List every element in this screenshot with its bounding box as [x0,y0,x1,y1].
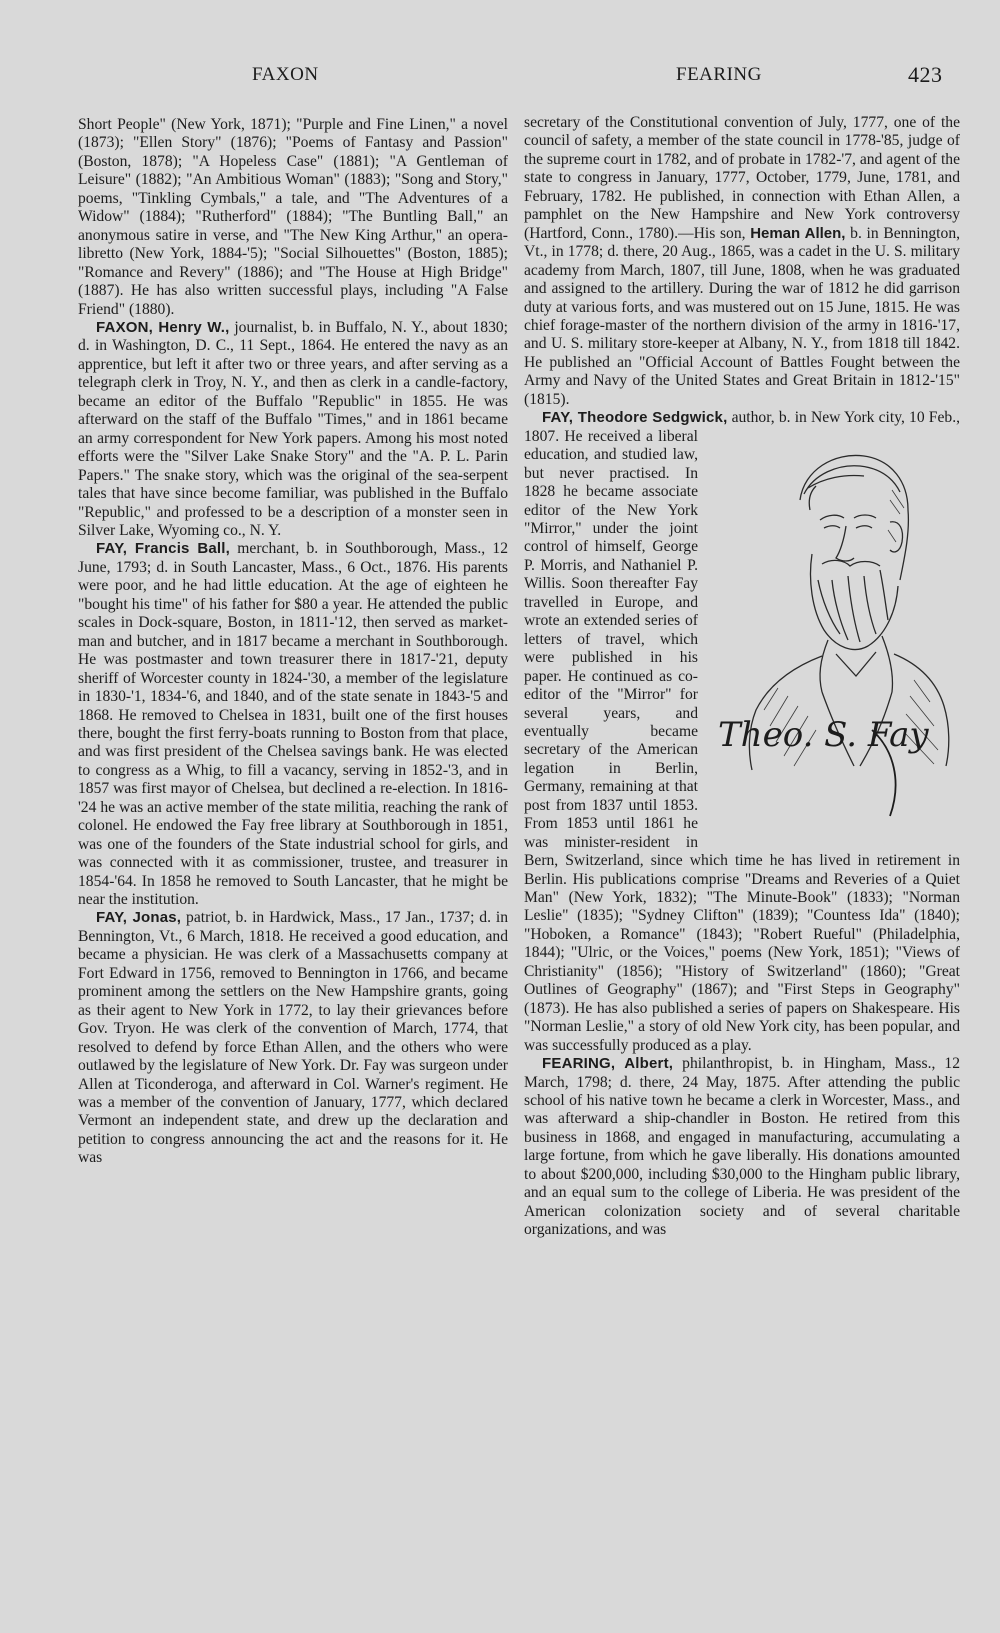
paragraph-continued: Short People" (New York, 1871); "Purple and Fine Linen," a novel (1873); "Ellen Story" (1876); "Poems of Fantasy and Passion" (Boston, 1878); "A Hopeless Case" (1881); "A Gentleman of Leisure" (1882); "An Ambitious Woman" (1883); "Song and Story," poems, "Tinkling Cymbals," a tale, and "The Adventures of a Widow" (1884); "Rutherford" (1884); "The Buntling Ball," an anonymous satire in verse, and "The New King Arthur," an opera-libretto (New York, 1884-'5); "Social Silhouettes" (Boston, 1885); "Romance and Revery" (1886); and "The House at High Bridge" (1887). He has also written successful plays, including "A False Friend" (1880). [78,116,508,318]
paragraph-continued [524,114,960,409]
entry-fay-francis [78,540,508,909]
page-number: 423 [908,62,943,87]
signature: Theo. S. Fay [718,714,929,755]
left-column [78,116,508,1168]
entry-fay-jonas [78,909,508,1167]
right-column [524,114,960,1240]
entry-text: philanthropist, b. in Hingham, Mass., 12 March, 1798; d. there, 24 May, 1875. After attending the public school of his native town he became a clerk in Worcester, Mass., and was afterward a ship-chandler in Boston. He retired from this business in 1868, and engaged in manufacturing, accumulating a large fortune, from which he gave liberally. His donations amounted to about $200,000, including $30,000 to the Hingham public library, and an equal sum to the college of Liberia. He was president of the American colonization society and of several charitable organizations, and was [524,1055,960,1239]
entry-text: merchant, b. in Southborough, Mass., 12 June, 1793; d. in South Lancaster, Mass., 6 Oct., 1876. His parents were poor, and he had little education. At the age of eighteen he "bought his time" of his father for $80 a year. He attended the public scales in Dock-square, Boston, in 1811-'12, then served as market-man and butcher, and in 1817 became a merchant in Southborough. He was postmaster and town treasurer there in 1817-'21, deputy sheriff of Worcester county in 1824-'30, a member of the legislature in 1830-'1, 1834-'6, and 1840, and of the state senate in 1843-'5 and 1868. He removed to Chelsea in 1831, built one of the first houses there, bought the first ferry-boats running to Boston from that place, and was first president of the Chelsea savings bank. He was elected to congress as a Whig, to fill a vacancy, serving in 1852-'3, and in 1857 was first mayor of Chelsea, but declined a re-election. In 1816-'24 he was an active member of the state militia, reaching the rank of colonel. He endowed the Fay free library at Southborough in 1851, was one of the founders of the State industrial school for girls, and was connected with it as commissioner, trustee, and treasurer in 1854-'64. In 1858 he removed to South Lancaster, that he might be near the institution. [78,540,508,909]
headword: FAY, Francis Ball, [96,540,231,558]
entry-fearing-albert [524,1055,960,1240]
headword: FAXON, Henry W., [96,318,230,336]
entry-text: secretary of the Constitutional convention of July, 1777, one of the council of safety, a member of the state council in 1778-'85, judge of the supreme court in 1782, and of probate in 1782-'7, and agent of the state to congress in January, 1777, October, 1779, June, 1781, and February, 1782. He published, in connection with Ethan Allen, a pamphlet on the New Hampshire and New York controversy (Hartford, Conn., 1780).—His son, [524,114,960,242]
entry-text: journalist, b. in Buffalo, N. Y., about 1830; d. in Washington, D. C., 11 Sept., 1864. He entered the navy as an apprentice, but left it after two or three years, and after serving as a telegraph clerk in Troy, N. Y., and then as clerk in a candle-factory, became an editor of the Buffalo "Republic" in 1855. He was afterward on the staff of the Buffalo "Times," and in 1861 became an army correspondent for New York papers. Among his most noted efforts were the "Silver Lake Snake Story" and the "A. P. L. Parin Papers." The snake story, which was the original of the sea-serpent tales that have since become familiar, was published in the Buffalo "Republic," and professed to be a description of a monster seen in Silver Lake, Wyoming co., N. Y. [78,318,509,539]
portrait-illustration [704,430,966,834]
entry-text: patriot, b. in Hardwick, Mass., 17 Jan., 1737; d. in Bennington, Vt., 6 March, 1818. He received a good education, and became a physician. He was clerk of a Massachusetts company at Fort Edward in 1756, removed to Bennington in 1766, and became prominent among the settlers on the New Hampshire grants, going as their agent to New York in 1772, to lay their grievances before Gov. Tryon. He was clerk of the convention of March, 1774, that resolved to defend by force Ethan Allen, and the others who were outlawed by the legislature of New York. Dr. Fay was surgeon under Allen at Ticonderoga, and afterward in Col. Warner's regiment. He was a member of the convention of January, 1777, which declared Vermont an independent state, and drew up the declaration and petition to congress announcing the act and the reasons for it. He was [78,909,508,1167]
entry-faxon-henry [78,319,508,540]
headword: FAY, Theodore Sedgwick, [542,409,728,427]
running-head-right: FEARING [676,64,762,85]
entry-text: author, b. in New York city, 10 Feb., 1807. He received a liberal education, and studied law, but never practised. In 1828 he became associate editor of the New York "Mirror," under the joint control of himself, George P. Morris, and Nathaniel P. Willis. Soon thereafter Fay travelled in Europe, and wrote an extended series of letters of travel, which were published in his paper. He continued as co-editor of the "Mirror" for several years, and eventually became secretary of the American legation in Berlin, Germany, remaining at that post from 1837 until 1853. From 1853 until 1861 he was minister-resident in Bern, Switzerland, since which time he has lived in retirement in Berlin. His publications comprise "Dreams and Reveries of a Quiet Man" (New York, 1832); "The Minute-Book" (1833); "Norman Leslie" (1835); "Sydney Clifton" (1839); "Countess Ida" (1840); "Hoboken, a Romance" (1843); "Robert Rueful" (Philadelphia, 1844); "Ulric, or the Voices," poems (New York, 1851); "Views of Christianity" (1856); "History of Switzerland" (1860); "Great Outlines of Geography" (1867); and "First Steps in Geography" (1873). He has also published a series of papers on Shakespeare. His "Norman Leslie," a story of old New York city, has been popular, and was successfully produced as a play. [524,409,960,1054]
running-head-left: FAXON [252,64,319,85]
entry-fay-theodore [524,409,960,1055]
entry-text: b. in Bennington, Vt., in 1778; d. there, 20 Aug., 1865, was a cadet in the U. S. military academy from March, 1807, till June, 1808, when he was graduated and assigned to the artillery. During the war of 1812 he did garrison duty at various forts, and was mustered out on 15 June, 1815. He was chief forage-master of the northern division of the army in 1816-'17, and U. S. military store-keeper at Albany, N. Y., from 1818 till 1842. He published an "Official Account of Battles Fought between the Army and Navy of the United States and Great Britain in 1812-'15" (1815). [524,224,961,408]
headword: FAY, Jonas, [96,909,182,927]
subject-name: Heman Allen, [750,224,846,242]
headword: FEARING, Albert, [542,1055,674,1073]
portrait-engraving [704,430,966,834]
